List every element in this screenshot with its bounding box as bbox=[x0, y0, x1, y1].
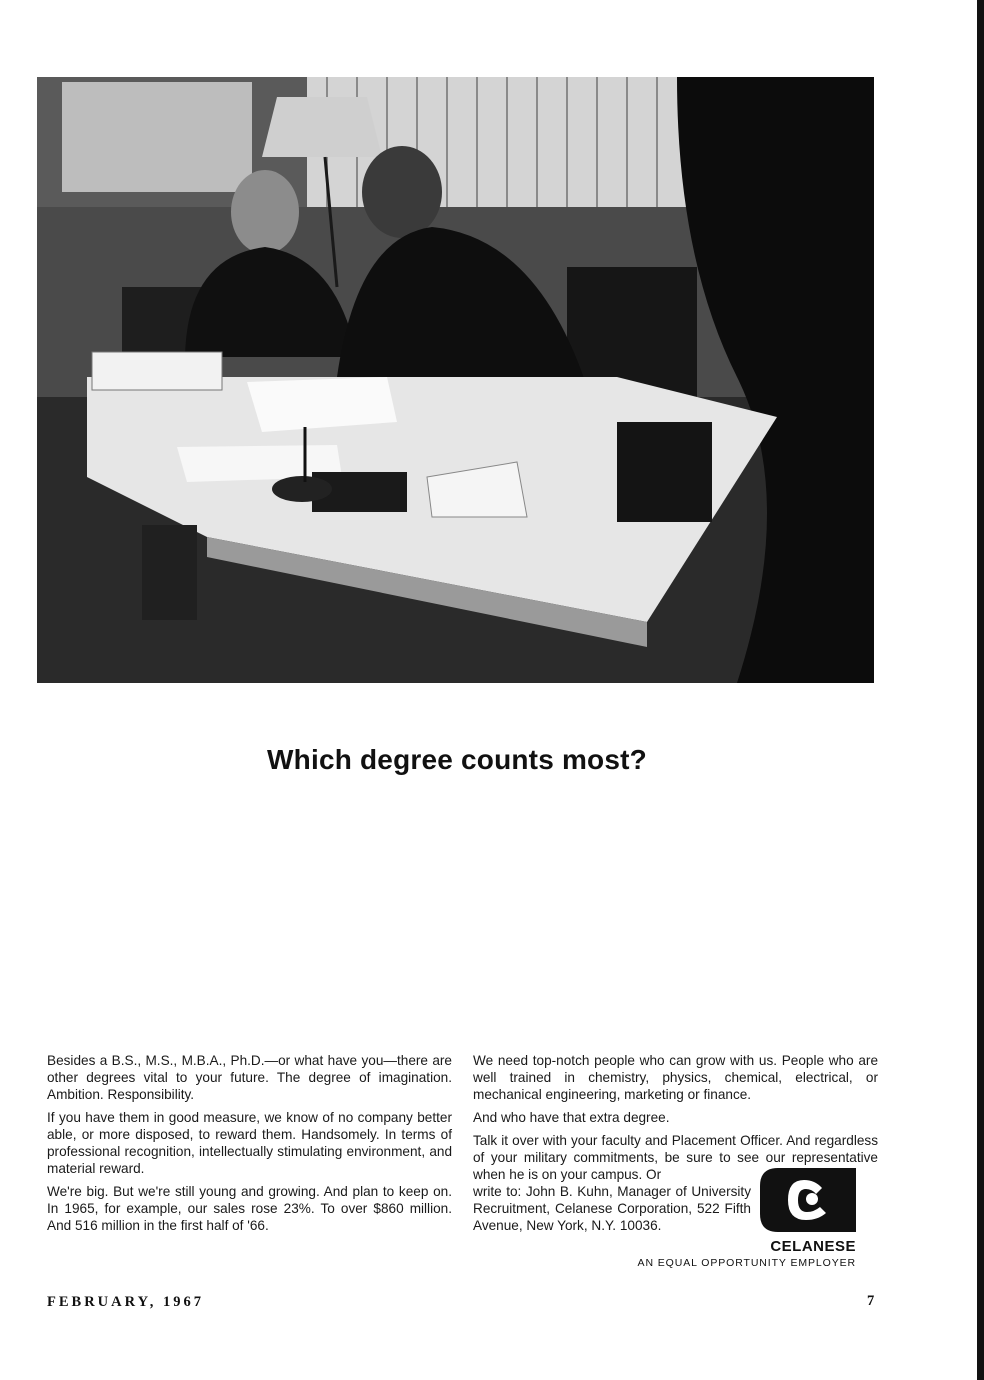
contact-address: write to: John B. Kuhn, Manager of University Recruitment, Celanese Corporation, 522 Fifth Avenue, New York, N.Y. 10036. bbox=[473, 1184, 751, 1233]
body-paragraph: Besides a B.S., M.S., M.B.A., Ph.D.—or what have you—there are other degrees vital to your future. The degree of imagination. Ambition. Responsibility. bbox=[47, 1053, 452, 1102]
body-paragraph: We need top-notch people who can grow with us. People who are well trained in chemistry, physics, chemical, electrical, or mechanical engineering, marketing or finance. bbox=[473, 1053, 878, 1102]
body-paragraph: And who have that extra degree. bbox=[473, 1110, 670, 1125]
footer-issue: FEBRUARY, 1967 bbox=[47, 1294, 204, 1310]
body-paragraph: If you have them in good measure, we know of no company better able, or more disposed, to reward them. Handsomely. In terms of professional recognition, intellectually stimulating environment, and material reward. bbox=[47, 1110, 452, 1176]
office-interview-photo bbox=[37, 77, 874, 683]
celanese-c-logo bbox=[760, 1168, 856, 1232]
body-paragraph: We're big. But we're still young and growing. And plan to keep on. In 1965, for example, our sales rose 23%. To over $860 million. And 516 million in the first half of '66. bbox=[47, 1184, 452, 1233]
page-number: 7 bbox=[867, 1293, 875, 1309]
tagline: AN EQUAL OPPORTUNITY EMPLOYER bbox=[637, 1257, 856, 1269]
body-left-column bbox=[47, 1052, 452, 1240]
page-edge-bar bbox=[977, 0, 984, 1380]
brand-name: CELANESE bbox=[770, 1238, 856, 1255]
body-paragraph: Talk it over with your faculty and Placement Officer. And regardless of your military commitments, be sure to see our representative when he is on your campus. Or bbox=[473, 1133, 878, 1182]
headline: Which degree counts most? bbox=[267, 744, 647, 775]
